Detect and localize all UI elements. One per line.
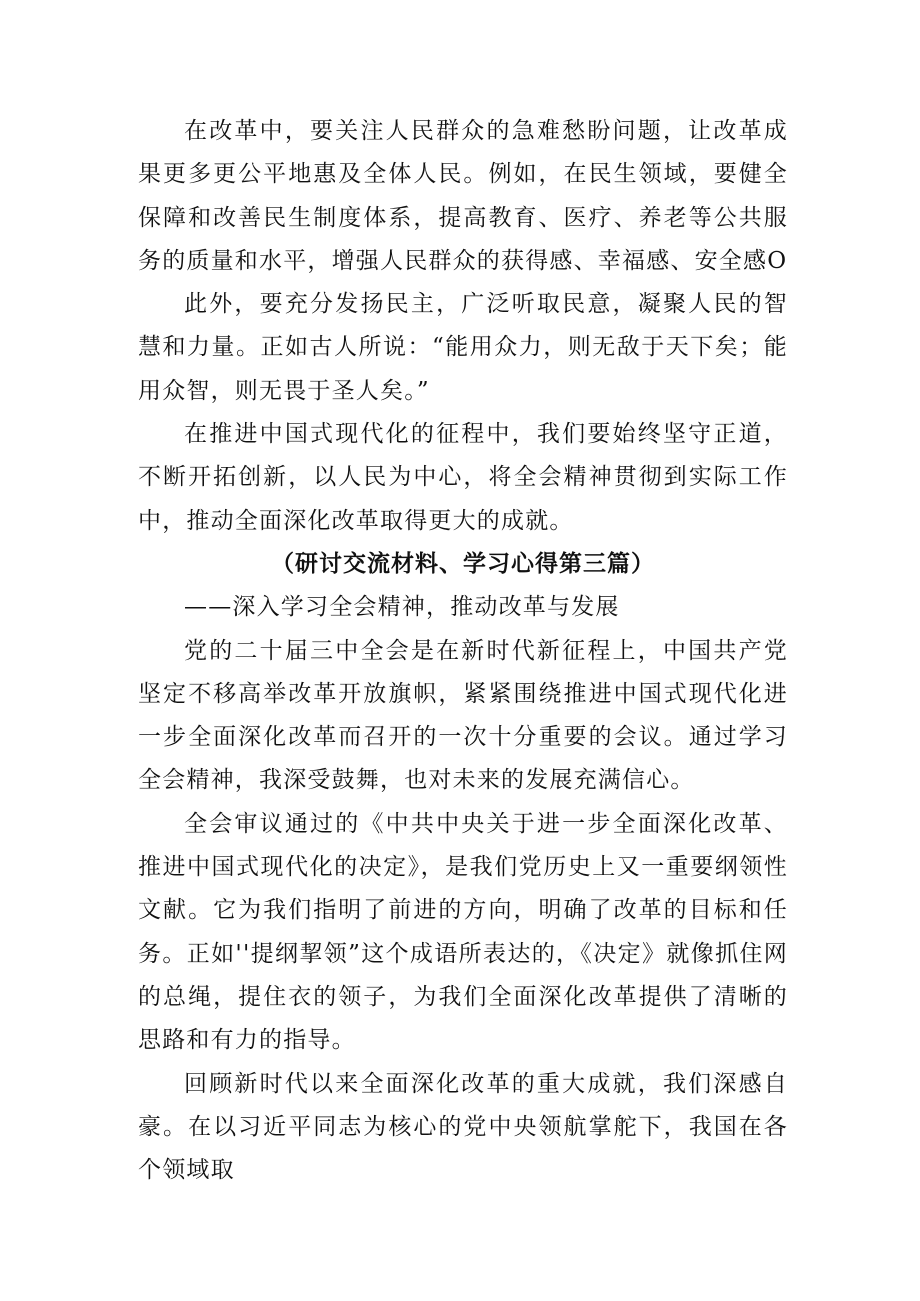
document-body [138,110,788,1192]
paragraph-modernization: 在推进中国式现代化的征程中，我们要始终坚守正道，不断开拓创新，以人民为中心，将全会精神贯彻到实际工作中，推动全面深化改革取得更大的成就。 [138,421,788,534]
paragraph-democracy: 此外，要充分发扬民主，广泛听取民意，凝聚人民的智慧和力量。正如古人所说：“能用众力，则无敌于天下矣；能用众智，则无畏于圣人矣。” [138,291,788,404]
paragraph-reform-livelihood: 在改革中，要关注人民群众的急难愁盼问题，让改革成果更多更公平地惠及全体人民。例如，在民生领域，要健全保障和改善民生制度体系，提高教育、医疗、养老等公共服务的质量和水平，增强人民群众的获得感、幸福感、安全感O [138,118,788,274]
paragraph-decision: 全会审议通过的《中共中央关于进一步全面深化改革、推进中国式现代化的决定》，是我们党历史上又一重要纲领性文献。它为我们指明了前进的方向，明确了改革的目标和任务。正如''提纲挈领”这个成语所表达的，《决定》就像抓住网的总绳，提住衣的领子，为我们全面深化改革提供了清晰的思路和有力的指导。 [138,810,788,1054]
section-subtitle: ——深入学习全会精神，推动改革与发展 [184,594,620,621]
paragraph-achievements: 回顾新时代以来全面深化改革的重大成就，我们深感自豪。在以习近平同志为核心的党中央领航掌舵下，我国在各个领域取 [138,1070,788,1184]
paragraph-plenary-session: 党的二十届三中全会是在新时代新征程上，中国共产党坚定不移高举改革开放旗帜，紧紧围绕推进中国式现代化进一步全面深化改革而召开的一次十分重要的会议。通过学习全会精神，我深受鼓舞，也对未来的发展充满信心。 [138,637,788,794]
section-heading: （研讨交流材料、学习心得第三篇） [271,550,655,577]
